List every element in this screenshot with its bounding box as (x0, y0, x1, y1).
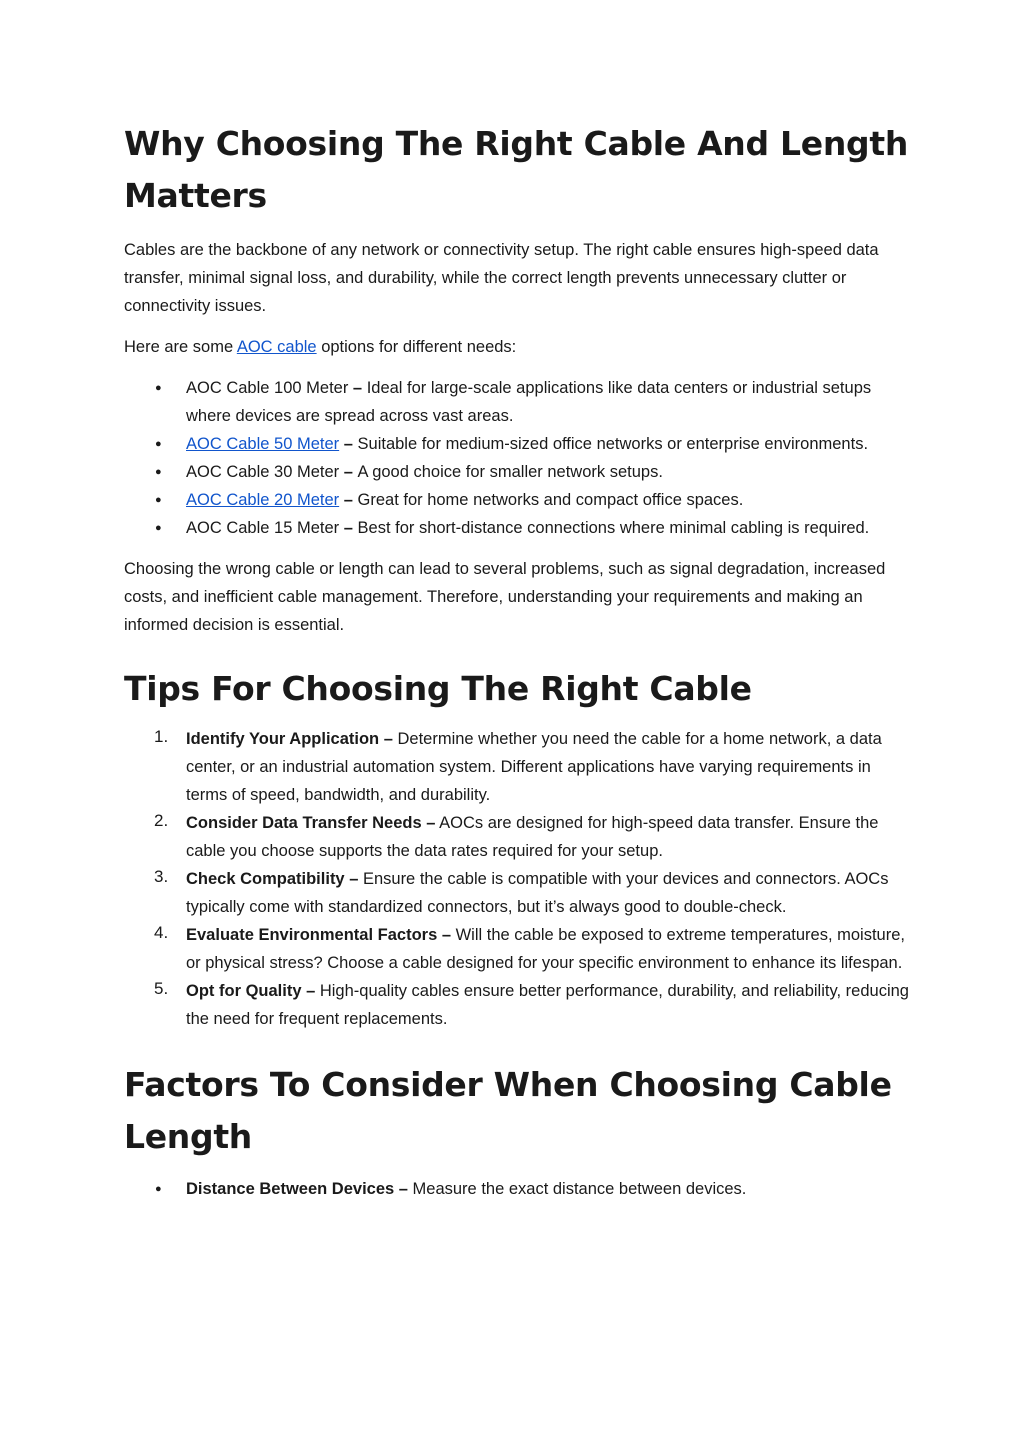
item-text: AOCs are designed for high-speed data transfer. Ensure the cable you choose supports the data rates required for your setup. (186, 814, 879, 860)
item-title: Opt for Quality – (186, 982, 316, 1000)
item-text: Determine whether you need the cable for a home network, a data center, or an industrial automation system. Different applications have varying requirements in terms of speed, bandwidth, and durability. (186, 730, 882, 804)
item-title: Distance Between Devices – (186, 1180, 408, 1198)
item-text: Ideal for large-scale applications like data centers or industrial setups where devices are spread across vast areas. (186, 379, 872, 425)
list-item (124, 1175, 914, 1203)
list-item (124, 486, 914, 514)
list-item (124, 725, 914, 809)
item-title: AOC Cable 15 Meter (186, 519, 340, 537)
bullet-icon: ● (155, 1183, 162, 1195)
item-title: AOC Cable 100 Meter (186, 379, 349, 397)
item-dash: – (339, 435, 358, 453)
aoc-cable-20m-link[interactable]: AOC Cable 20 Meter (186, 491, 340, 509)
item-text: Measure the exact distance between devices. (407, 1180, 747, 1198)
options-paragraph (124, 333, 914, 361)
bullet-icon: ● (155, 494, 162, 506)
item-title: Consider Data Transfer Needs – (186, 814, 436, 832)
item-title: AOC Cable 30 Meter (186, 463, 340, 481)
item-dash: – (339, 519, 358, 537)
aoc-cable-50m-link[interactable]: AOC Cable 50 Meter (186, 435, 340, 453)
list-item (124, 809, 914, 865)
list-item (124, 977, 914, 1033)
tips-list (124, 725, 914, 1033)
list-item (124, 865, 914, 921)
list-item (124, 921, 914, 977)
item-dash: – (339, 463, 358, 481)
item-number: 3. (154, 867, 169, 886)
item-number: 1. (154, 727, 169, 746)
item-text: Will the cable be exposed to extreme temperatures, moisture, or physical stress? Choose a cable designed for your specific environment to enhance its lifespan. (186, 926, 905, 972)
document-page (124, 118, 914, 1216)
item-text: High-quality cables ensure better performance, durability, and reliability, reducing the need for frequent replacements. (186, 982, 909, 1028)
section-heading-tips: Tips For Choosing The Right Cable (124, 669, 752, 708)
list-item (124, 430, 914, 458)
item-title: Identify Your Application – (186, 730, 393, 748)
options-suffix: options for different needs: (316, 338, 517, 356)
bullet-icon: ● (155, 522, 162, 534)
list-item (124, 514, 914, 542)
bullet-icon: ● (155, 438, 162, 450)
aoc-cable-link[interactable]: AOC cable (236, 338, 317, 356)
item-text: Great for home networks and compact office spaces. (357, 491, 744, 509)
cable-length-list (124, 374, 914, 542)
item-title: Evaluate Environmental Factors – (186, 926, 452, 944)
item-dash: – (348, 379, 367, 397)
intro-paragraph: Cables are the backbone of any network or connectivity setup. The right cable ensures high-speed data transfer, minimal signal loss, and durability, while the correct length prevents unnecessary clutter or connectivity issues. (124, 241, 879, 315)
closing-paragraph: Choosing the wrong cable or length can lead to several problems, such as signal degradation, increased costs, and inefficient cable management. Therefore, understanding your requirements and making an informed decision is essential. (124, 560, 886, 634)
item-text: Ensure the cable is compatible with your devices and connectors. AOCs typically come with standardized connectors, but it’s always good to double-check. (186, 870, 889, 916)
list-item (124, 374, 914, 430)
bullet-icon: ● (155, 466, 162, 478)
options-prefix: Here are some (124, 338, 237, 356)
factors-list (124, 1175, 914, 1203)
bullet-icon: ● (155, 382, 162, 394)
item-number: 5. (154, 979, 169, 998)
item-number: 4. (154, 923, 169, 942)
item-number: 2. (154, 811, 169, 830)
item-dash: – (339, 491, 358, 509)
item-title: Check Compatibility – (186, 870, 359, 888)
section-heading-factors: Factors To Consider When Choosing Cable Length (124, 1065, 892, 1156)
item-text: Suitable for medium-sized office networks or enterprise environments. (357, 435, 869, 453)
item-text: A good choice for smaller network setups. (357, 463, 663, 481)
list-item (124, 458, 914, 486)
section-heading-why: Why Choosing The Right Cable And Length Matters (124, 124, 909, 215)
item-text: Best for short-distance connections where minimal cabling is required. (357, 519, 870, 537)
